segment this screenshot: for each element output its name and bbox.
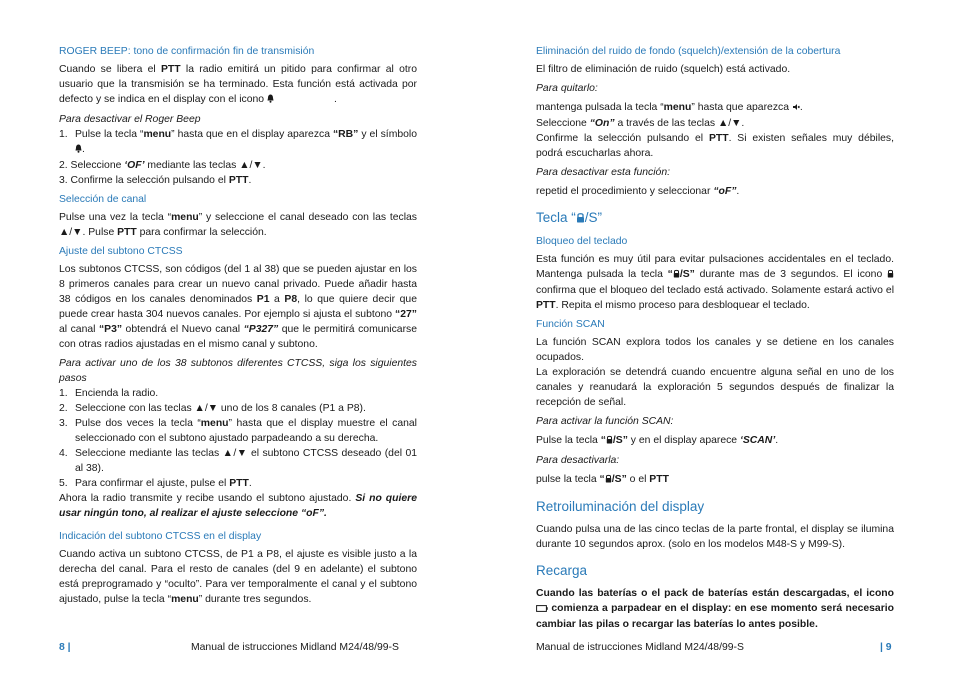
- scan-paragraph-2: La exploración se detendrá cuando encuentre alguna señal en uno de los canales y reanudará la exploración 5 segundos después de finalizar la recepción de señal.: [536, 367, 894, 408]
- squelch-remove-label: Para quitarlo:: [536, 83, 598, 94]
- roger-deactivate-label: Para desactivar el Roger Beep: [59, 114, 201, 125]
- lock-icon: [887, 268, 894, 283]
- scan-deactivate-label: Para desactivarla:: [536, 455, 620, 466]
- roger-steps: [59, 127, 417, 158]
- list-item: 2. Seleccione con las teclas ▲/▼ uno de los 8 canales (P1 a P8).: [59, 403, 366, 414]
- squelch-paragraph-1: El filtro de eliminación de ruido (squelch) está activado.: [536, 64, 791, 75]
- squelch-heading: Eliminación del ruido de fondo (squelch)/extensión de la cobertura: [536, 46, 841, 57]
- tecla-heading: Tecla “ /S”: [536, 209, 894, 228]
- lock-icon: [605, 473, 612, 488]
- indication-paragraph: Cuando activa un subtono CTCSS, de P1 a P8, el ajuste es visible justo a la derecha del canal. Para el resto de canales (del 9 en adelante) el subtono está preprogramado y “oculto”. Para ver temporalmente el canal y el subtono ajustado, pulse la tecla “menu” durante tres segundos.: [59, 549, 417, 605]
- ctcss-heading: Ajuste del subtono CTCSS: [59, 246, 183, 257]
- roger-step-2: 2. Seleccione ‘OF’ mediante las teclas ▲/▼.: [59, 160, 266, 171]
- squelch-paragraph-4: Confirme la selección pulsando el PTT. Si existen señales muy débiles, podrá escucharlas ahora.: [536, 133, 894, 159]
- squelch-icon: [792, 101, 800, 116]
- lock-icon: [606, 434, 613, 449]
- left-footer-manual: Manual de istrucciones Midland M24/48/99-S: [191, 642, 399, 653]
- right-page-number: | 9: [880, 642, 892, 653]
- scan-heading: Función SCAN: [536, 319, 605, 330]
- backlight-paragraph: Cuando pulsa una de las cinco teclas de la parte frontal, el display se ilumina durante 10 segundos aprox. (solo en los modelos M48-S y M99-S).: [536, 524, 894, 550]
- list-item: 3. Pulse dos veces la tecla “menu” hasta que el display muestre el canal seleccionado con el subtono ajustado parpadeando a su derecha.: [59, 418, 417, 444]
- list-item: 4. Seleccione mediante las teclas ▲/▼ el subtono CTCSS deseado (del 01 al 38).: [59, 448, 417, 474]
- channel-paragraph: Pulse una vez la tecla “menu” y seleccione el canal deseado con las teclas ▲/▼. Pulse PTT para confirmar la selección.: [59, 212, 417, 238]
- squelch-paragraph-5: repetid el procedimiento y seleccionar “oF”.: [536, 186, 740, 197]
- lock-icon: [673, 268, 680, 283]
- roger-step-3: 3. Confirme la selección pulsando el PTT.: [59, 175, 252, 186]
- ctcss-steps: [59, 386, 417, 491]
- right-footer-manual: Manual de istrucciones Midland M24/48/99-S: [536, 642, 744, 653]
- squelch-paragraph-3: Seleccione “On” a través de las teclas ▲/▼.: [536, 118, 745, 129]
- charge-heading: Recarga: [536, 563, 588, 578]
- charge-paragraph: Cuando las baterías o el pack de baterías están descargadas, el icono comienza a parpadear en el display: en ese momento será necesario cambiar las pilas o recargar las baterías lo antes posible.: [536, 588, 894, 630]
- battery-icon: [536, 602, 548, 617]
- scan-activate-label: Para activar la función SCAN:: [536, 416, 674, 427]
- roger-beep-icon: [267, 93, 274, 108]
- ctcss-activate-label: Para activar uno de los 38 subtonos diferentes CTCSS, siga los siguientes pasos: [59, 358, 417, 384]
- channel-heading: Selección de canal: [59, 194, 147, 205]
- roger-beep-paragraph: Cuando se libera el PTT la radio emitirá un pitido para confirmar al otro usuario que la transmisión se ha terminado. Esta función está activada por defecto y se indica en el display con el icono .: [59, 62, 417, 108]
- squelch-paragraph-2: mantenga pulsada la tecla “menu” hasta que aparezca .: [536, 100, 894, 116]
- scan-paragraph-1: La función SCAN explora todos los canales y se detiene en los canales ocupados.: [536, 337, 894, 363]
- squelch-deactivate-label: Para desactivar esta función:: [536, 167, 670, 178]
- roger-beep-heading: ROGER BEEP: tono de confirmación fin de transmisión: [59, 46, 315, 57]
- lock-icon: [576, 210, 585, 228]
- ctcss-end-paragraph: Ahora la radio transmite y recibe usando el subtono ajustado. Si no quiere usar ningún tono, al realizar el ajuste seleccione “oF”.: [59, 493, 417, 519]
- scan-paragraph-3: Pulse la tecla “ /S” y en el display aparece ‘SCAN’.: [536, 433, 894, 449]
- roger-beep-icon: [75, 143, 82, 158]
- ctcss-paragraph: Los subtonos CTCSS, son códigos (del 1 al 38) que se pueden ajustar en los 8 primeros canales para crear un nuevo canal privado. Puede añadir hasta 38 códigos en los canales denominados P1 a P8, lo que quiere decir que puede crear hasta 304 nuevos canales. Por ejemplo si ajusta el subtono “27” al canal “P3” obtendrá el Nuevo canal “P327” que le permitirá comunicarse con otras radios ajustadas en el mismo canal y subtono.: [59, 264, 417, 350]
- lock-heading: Bloqueo del teclado: [536, 236, 628, 247]
- list-item: 1. Pulse la tecla “menu” hasta que en el display aparezca “RB” y el símbolo .: [59, 127, 417, 158]
- right-page-column: [536, 44, 894, 632]
- scan-paragraph-4: pulse la tecla “ /S” o el PTT: [536, 472, 894, 488]
- indication-heading: Indicación del subtono CTCSS en el display: [59, 531, 262, 542]
- list-item: 1. Encienda la radio.: [59, 388, 159, 399]
- lock-paragraph: Esta función es muy útil para evitar pulsaciones accidentales en el teclado. Mantenga pulsada la tecla “ /S” durante mas de 3 segundos. El icono confirma que el bloqueo del teclado está activado. Solamente estará activo el PTT. Repita el mismo proceso para desbloquear el teclado.: [536, 254, 894, 311]
- left-page-column: [59, 44, 417, 607]
- backlight-heading: Retroiluminación del display: [536, 499, 705, 514]
- list-item: 5. Para confirmar el ajuste, pulse el PTT.: [59, 478, 252, 489]
- left-page-number: 8 |: [59, 642, 71, 653]
